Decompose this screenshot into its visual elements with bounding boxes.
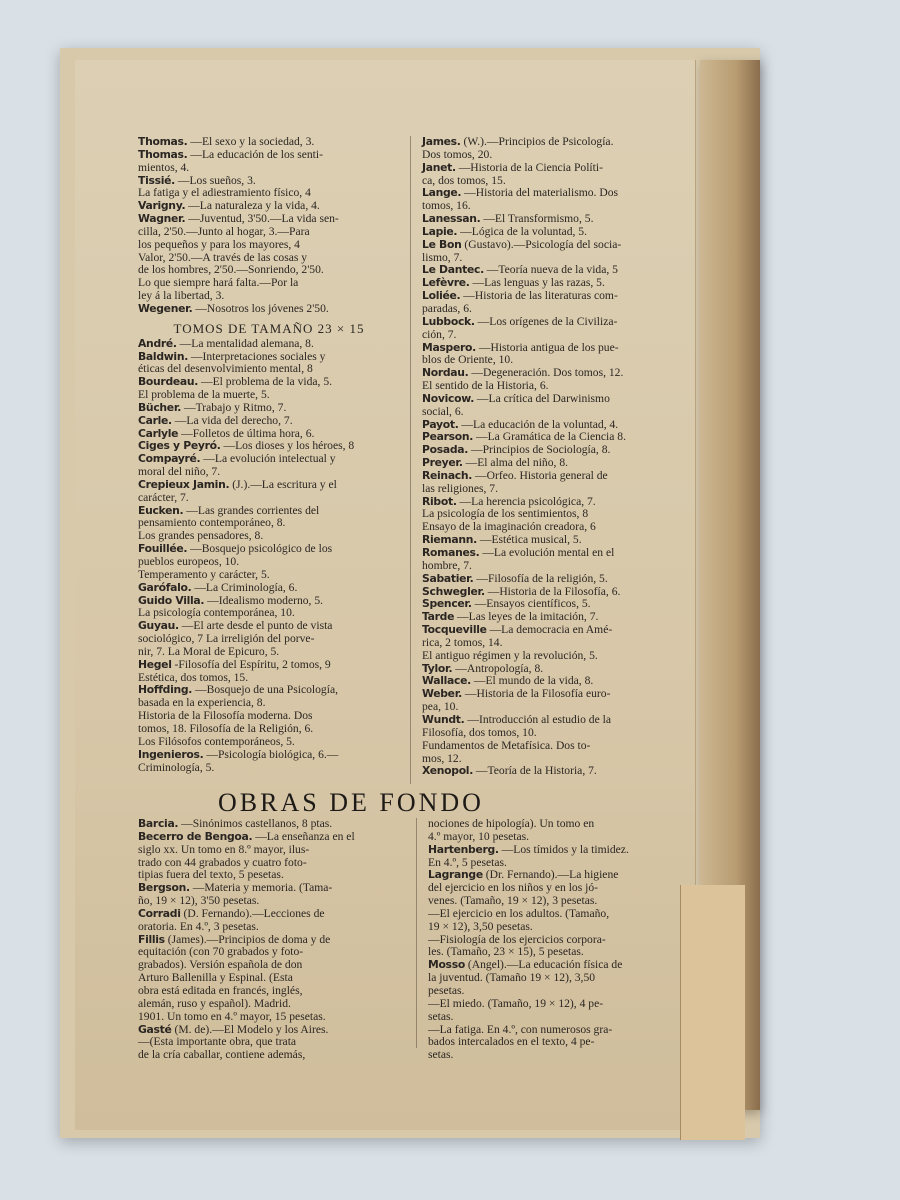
entry-text: (James).—Principios de doma y de: [167, 932, 331, 946]
entry-text: —La vida del derecho, 7.: [174, 413, 293, 427]
catalog-entry: [422, 136, 678, 162]
section-heading: TOMOS DE TAMAÑO 23 × 15: [173, 320, 365, 336]
entry-text: las religiones, 7.: [422, 481, 498, 495]
entry-text: —Introducción al estudio de la: [467, 712, 611, 726]
author-name: Riemann.: [422, 533, 477, 547]
author-name: Maspero.: [422, 340, 476, 354]
entry-text: nir, 7. La Moral de Epicuro, 5.: [138, 644, 280, 658]
entry-text: —Principios de Sociología, 8.: [470, 443, 611, 457]
author-name: Ingenieros.: [138, 747, 204, 761]
entry-text: —Materia y memoria. (Tama-: [192, 881, 333, 895]
entry-text: —Filosofía de la religión, 5.: [476, 571, 608, 585]
entry-text: sociológico, 7 La irreligión del porve-: [138, 632, 315, 646]
author-name: Wagner.: [138, 212, 186, 226]
author-name: Wegener.: [138, 301, 193, 315]
author-name: Payot.: [422, 417, 459, 431]
entry-text: tipias fuera del texto, 5 pesetas.: [138, 868, 284, 882]
catalog-entry: [138, 620, 400, 659]
catalog-entry: [422, 342, 678, 368]
entry-line: [138, 1049, 400, 1062]
entry-text: —La naturaleza y la vida, 4.: [188, 199, 320, 213]
author-name: Corradi: [138, 906, 181, 920]
entry-line: [422, 765, 678, 778]
author-name: Janet.: [422, 160, 456, 174]
entry-text: (D. Fernando).—Lecciones de: [183, 906, 325, 920]
entry-text: carácter, 7.: [138, 490, 189, 504]
entry-text: Arturo Ballenilla y Espinal. (Esta: [138, 971, 293, 985]
catalog-entry: [422, 187, 678, 213]
author-name: Guido Villa.: [138, 593, 205, 607]
entry-text: pea, 10.: [422, 700, 459, 714]
author-name: Varigny.: [138, 199, 186, 213]
entry-line: [422, 316, 678, 329]
entry-text: —El alma del niño, 8.: [465, 456, 569, 470]
entry-text: -Filosofía del Espíritu, 2 tomos, 9: [174, 657, 331, 671]
entry-text: —Teoría de la Historia, 7.: [475, 764, 597, 778]
entry-text: ca, dos tomos, 15.: [422, 173, 506, 187]
entry-text: —Teoría nueva de la vida, 5: [486, 263, 618, 277]
catalog-entry: [428, 959, 668, 1062]
entry-text: —Historia de la Ciencia Políti-: [458, 160, 603, 174]
entry-text: Fundamentos de Metafísica. Dos to-: [422, 738, 591, 752]
entry-text: moral del niño, 7.: [138, 465, 221, 479]
author-name: Lagrange: [428, 868, 483, 882]
author-name: Hartenberg.: [428, 842, 499, 856]
author-name: Carle.: [138, 413, 172, 427]
entry-list-upper-left: [138, 136, 400, 316]
entry-text: mos, 12.: [422, 751, 462, 765]
author-name: Baldwin.: [138, 349, 189, 363]
right-column: [422, 136, 678, 778]
author-name: Bourdeau.: [138, 375, 199, 389]
entry-list-right: [422, 136, 678, 778]
entry-text: —La Gramática de la Ciencia 8.: [476, 430, 627, 444]
catalog-entry: [138, 175, 400, 201]
entry-text: 1901. Un tomo en 4.º mayor, 15 pesetas.: [138, 1009, 326, 1023]
catalog-entry: [422, 316, 678, 342]
column-divider-lower: [416, 818, 417, 1048]
entry-line: [138, 762, 400, 775]
entry-text: setas.: [428, 1009, 454, 1023]
obras-de-fondo-heading: OBRAS DE FONDO: [218, 788, 484, 817]
entry-text: ción, 7.: [422, 327, 457, 341]
author-name: Hoffding.: [138, 683, 193, 697]
catalog-entry: [428, 818, 668, 844]
catalog-entry: [138, 351, 400, 377]
bottom-left-column: [138, 818, 400, 1062]
entry-text: Historia de la Filosofía moderna. Dos: [138, 709, 313, 723]
catalog-entry: [422, 496, 678, 535]
author-name: André.: [138, 336, 177, 350]
author-name: Ciges y Peyró.: [138, 439, 221, 453]
entry-text: El sentido de la Historia, 6.: [422, 379, 549, 393]
author-name: Spencer.: [422, 597, 472, 611]
entry-text: —La herencia psicológica, 7.: [459, 494, 596, 508]
author-name: Weber.: [422, 687, 462, 701]
entry-text: —Estética musical, 5.: [479, 533, 582, 547]
catalog-entry: [138, 882, 400, 908]
entry-line: [428, 998, 668, 1011]
author-name: Bergson.: [138, 881, 190, 895]
entry-text: tomos, 18. Filosofía de la Religión, 6.: [138, 721, 314, 735]
entry-text: (Dr. Fernando).—La higiene: [485, 868, 619, 882]
catalog-entry: [138, 659, 400, 685]
entry-text: Temperamento y carácter, 5.: [138, 567, 270, 581]
entry-text: —La crítica del Darwinismo: [476, 391, 610, 405]
entry-text: —La enseñanza en el: [255, 829, 355, 843]
entry-text: La psicología de los sentimientos, 8: [422, 507, 589, 521]
author-name: Lubbock.: [422, 314, 475, 328]
entry-text: —Sinónimos castellanos, 8 ptas.: [181, 817, 333, 830]
entry-text: —Bosquejo psicológico de los: [190, 542, 333, 556]
entry-text: —Trabajo y Ritmo, 7.: [184, 400, 287, 414]
entry-text: Estética, dos tomos, 15.: [138, 670, 249, 684]
entry-text: Ensayo de la imaginación creadora, 6: [422, 520, 596, 534]
catalog-entry: [138, 749, 400, 775]
entry-text: Dos tomos, 20.: [422, 147, 493, 161]
entry-text: —El arte desde el punto de vista: [181, 619, 333, 633]
catalog-entry: [138, 595, 400, 621]
entry-text: —El sexo y la sociedad, 3.: [190, 135, 315, 148]
entry-text: —El ejercicio en los adultos. (Tamaño,: [428, 906, 610, 920]
entry-text: grabados). Versión española de don: [138, 958, 303, 972]
author-name: Bücher.: [138, 400, 182, 414]
entry-text: pueblos europeos, 10.: [138, 555, 240, 568]
entry-text: del ejercicio en los niños y en los jó-: [428, 881, 599, 895]
catalog-entry: [138, 376, 400, 402]
author-name: Lange.: [422, 186, 462, 200]
catalog-entry: [138, 1024, 400, 1063]
left-column: [138, 136, 400, 774]
catalog-entry: [138, 453, 400, 479]
author-name: Ribot.: [422, 494, 457, 508]
entry-text: Valor, 2'50.—A través de las cosas y: [138, 250, 308, 264]
author-name: Sabatier.: [422, 571, 474, 585]
entry-text: Lo que siempre hará falta.—Por la: [138, 276, 299, 290]
entry-list-lower-left: [138, 338, 400, 775]
author-name: Wallace.: [422, 674, 471, 688]
catalog-entry: [422, 393, 678, 419]
author-name: Tissié.: [138, 173, 175, 187]
entry-text: les. (Tamaño, 23 × 15), 5 pesetas.: [428, 945, 584, 959]
entry-text: Los grandes pensadores, 8.: [138, 529, 264, 543]
author-name: Tylor.: [422, 661, 453, 675]
entry-text: Criminología, 5.: [138, 760, 215, 774]
entry-text: Filosofía, dos tomos, 10.: [422, 725, 537, 739]
author-name: Compayré.: [138, 452, 201, 466]
entry-text: —Psicología biológica, 6.—: [206, 747, 339, 761]
catalog-entry: [422, 470, 678, 496]
entry-text: La fatiga y el adiestramiento físico, 4: [138, 186, 311, 200]
entry-text: —Las leyes de la imitación, 7.: [457, 610, 599, 624]
author-name: James.: [422, 135, 461, 148]
author-name: Lanessan.: [422, 212, 481, 226]
author-name: Crepieux Jamin.: [138, 477, 230, 491]
entry-text: —Historia de la Filosofía euro-: [464, 687, 611, 701]
entry-line: [422, 688, 678, 701]
catalog-entry: [138, 831, 400, 882]
catalog-entry: [422, 290, 678, 316]
author-name: Posada.: [422, 443, 469, 457]
entry-line: [428, 1036, 668, 1049]
entry-text: venes. (Tamaño, 19 × 12), 3 pesetas.: [428, 894, 598, 908]
entry-list-bottom-left: [138, 818, 400, 1062]
entry-text: equitación (con 70 grabados y foto-: [138, 945, 304, 959]
author-name: Eucken.: [138, 503, 184, 517]
entry-text: los pequeños y para los mayores, 4: [138, 237, 300, 251]
entry-text: de los hombres, 2'50.—Sonriendo, 2'50.: [138, 263, 324, 277]
entry-text: ley á la libertad, 3.: [138, 289, 225, 303]
entry-text: —Folletos de última hora, 6.: [181, 426, 315, 440]
author-name: Pearson.: [422, 430, 474, 444]
entry-text: El antiguo régimen y la revolución, 5.: [422, 648, 598, 662]
catalog-entry: [138, 303, 400, 316]
entry-text: La psicología contemporánea, 10.: [138, 606, 295, 620]
entry-text: —Los orígenes de la Civiliza-: [477, 314, 618, 328]
entry-text: bados intercalados en el texto, 4 pe-: [428, 1035, 595, 1049]
author-name: Carlyle: [138, 426, 179, 440]
entry-text: —Bosquejo de una Psicología,: [195, 683, 338, 697]
author-name: Fouillée.: [138, 542, 188, 556]
entry-text: mientos, 4.: [138, 160, 190, 174]
catalog-entry: [138, 213, 400, 303]
entry-text: social, 6.: [422, 404, 464, 418]
catalog-entry: [138, 543, 400, 582]
author-name: Lapie.: [422, 224, 458, 238]
catalog-entry: [428, 844, 668, 870]
entry-text: rica, 2 tomos, 14.: [422, 635, 503, 649]
entry-text: —La evolución mental en el: [482, 546, 615, 559]
author-name: Hegel: [138, 657, 172, 671]
entry-text: —Historia del materialismo. Dos: [464, 186, 619, 200]
catalog-entry: [138, 149, 400, 175]
catalog-entry: [428, 869, 668, 959]
entry-text: —La democracia en Amé-: [489, 623, 613, 637]
catalog-entry: [138, 479, 400, 505]
catalog-entry: [138, 934, 400, 1024]
entry-text: oratoria. En 4.º, 3 pesetas.: [138, 919, 259, 933]
author-name: Tarde: [422, 610, 455, 624]
entry-line: [138, 303, 400, 316]
entry-text: —Historia de la Filosofía, 6.: [487, 584, 621, 598]
catalog-entry: [138, 684, 400, 748]
author-name: Thomas.: [138, 135, 188, 148]
entry-text: —Fisiología de los ejercicios corpora-: [428, 932, 606, 946]
entry-text: —Los sueños, 3.: [177, 173, 256, 187]
entry-text: —La Criminología, 6.: [194, 580, 298, 594]
catalog-entry: [422, 162, 678, 188]
author-name: Tocqueville: [422, 623, 487, 637]
entry-text: pesetas.: [428, 983, 465, 997]
column-divider: [410, 136, 411, 784]
catalog-entry: [422, 765, 678, 778]
catalog-entry: [422, 624, 678, 663]
entry-text: —La mentalidad alemana, 8.: [179, 336, 314, 350]
entry-text: ño, 19 × 12), 3'50 pesetas.: [138, 894, 260, 908]
entry-text: tomos, 16.: [422, 199, 471, 213]
entry-text: obra está editada en francés, inglés,: [138, 983, 303, 997]
entry-text: nociones de hipología). Un tomo en: [428, 817, 595, 830]
entry-text: En 4.º, 5 pesetas.: [428, 855, 507, 869]
catalog-entry: [422, 547, 678, 573]
entry-text: —El miedo. (Tamaño, 19 × 12), 4 pe-: [428, 996, 604, 1010]
entry-text: —Orfeo. Historia general de: [475, 468, 608, 482]
author-name: Schwegler.: [422, 584, 485, 598]
entry-text: alemán, ruso y español). Madrid.: [138, 996, 291, 1010]
entry-text: —Los dioses y los héroes, 8: [223, 439, 355, 453]
entry-text: —Idealismo moderno, 5.: [207, 593, 324, 607]
author-name: Le Bon: [422, 237, 462, 251]
entry-text: lismo, 7.: [422, 250, 463, 264]
bottom-right-column: [428, 818, 668, 1062]
entry-text: Los Filósofos contemporáneos, 5.: [138, 734, 295, 748]
catalog-entry: [422, 367, 678, 393]
entry-text: —La educación de la voluntad, 4.: [461, 417, 619, 431]
entry-text: —El problema de la vida, 5.: [201, 375, 333, 389]
entry-text: —El Transformismo, 5.: [483, 212, 594, 226]
entry-text: —Historia de las literaturas com-: [463, 289, 618, 303]
entry-text: —La evolución intelectual y: [203, 452, 336, 466]
entry-text: siglo xx. Un tomo en 8.º mayor, ilus-: [138, 842, 310, 856]
entry-text: El problema de la muerte, 5.: [138, 388, 270, 402]
author-name: Romanes.: [422, 546, 480, 559]
torn-spine-strip: [680, 885, 745, 1140]
author-name: Wundt.: [422, 712, 465, 726]
catalog-entry: [422, 688, 678, 714]
catalog-entry: [138, 505, 400, 544]
entry-text: la juventud. (Tamaño 19 × 12), 3,50: [428, 971, 596, 985]
author-name: Garófalo.: [138, 580, 192, 594]
entry-text: 4.º mayor, 10 pesetas.: [428, 829, 530, 843]
entry-text: —Interpretaciones sociales y: [190, 349, 326, 363]
catalog-entry: [422, 714, 678, 765]
entry-text: —Las lenguas y las razas, 5.: [472, 276, 605, 290]
entry-text: paradas, 6.: [422, 301, 472, 315]
entry-text: hombre, 7.: [422, 558, 472, 572]
author-name: Preyer.: [422, 456, 463, 470]
entry-text: pensamiento contemporáneo, 8.: [138, 516, 286, 530]
author-name: Loliée.: [422, 289, 461, 303]
entry-text: setas.: [428, 1048, 454, 1062]
entry-line: [428, 1049, 668, 1062]
author-name: Guyau.: [138, 619, 179, 633]
entry-list-bottom-right: [428, 818, 668, 1062]
entry-text: —Las grandes corrientes del: [186, 503, 320, 517]
entry-text: —Historia antigua de los pue-: [478, 340, 619, 354]
author-name: Nordau.: [422, 366, 469, 380]
entry-text: cilla, 2'50.—Junto al hogar, 3.—Para: [138, 224, 310, 238]
author-name: Xenopol.: [422, 764, 474, 778]
entry-text: éticas del desenvolvimiento mental, 8: [138, 362, 313, 376]
author-name: Fillis: [138, 932, 165, 946]
entry-text: (Gustavo).—Psicología del socia-: [464, 237, 622, 251]
author-name: Barcia.: [138, 817, 179, 830]
entry-text: —La fatiga. En 4.º, con numerosos gra-: [428, 1022, 613, 1036]
catalog-entry: [138, 908, 400, 934]
entry-text: —Nosotros los jóvenes 2'50.: [195, 301, 329, 315]
author-name: Mosso: [428, 958, 465, 972]
author-name: Thomas.: [138, 147, 188, 161]
entry-text: —Lógica de la voluntad, 5.: [460, 224, 587, 238]
entry-text: —Juventud, 3'50.—La vida sen-: [188, 212, 339, 226]
author-name: Lefèvre.: [422, 276, 470, 290]
author-name: Reinach.: [422, 468, 473, 482]
entry-text: —Antropología, 8.: [455, 661, 544, 675]
author-name: Novicow.: [422, 391, 474, 405]
catalog-entry: [422, 239, 678, 265]
author-name: Gasté: [138, 1022, 172, 1036]
entry-text: basada en la experiencia, 8.: [138, 696, 266, 710]
entry-text: —El mundo de la vida, 8.: [473, 674, 594, 688]
entry-text: de la cría caballar, contiene además,: [138, 1048, 306, 1062]
entry-text: —Los tímidos y la timidez.: [501, 842, 629, 856]
entry-text: —(Esta importante obra, que trata: [138, 1035, 297, 1049]
author-name: Becerro de Bengoa.: [138, 829, 253, 843]
entry-text: —La educación de los senti-: [190, 147, 323, 161]
entry-text: (M. de).—El Modelo y los Aires.: [174, 1022, 329, 1036]
entry-text: (W.).—Principios de Psicología.: [463, 135, 614, 148]
entry-text: blos de Oriente, 10.: [422, 353, 514, 367]
entry-text: (J.).—La escritura y el: [232, 477, 337, 491]
entry-text: —Degeneración. Dos tomos, 12.: [471, 366, 624, 380]
entry-text: trado con 44 grabados y cuatro foto-: [138, 855, 307, 869]
entry-text: (Angel).—La educación física de: [467, 958, 623, 972]
entry-text: —Ensayos científicos, 5.: [474, 597, 591, 611]
author-name: Le Dantec.: [422, 263, 484, 277]
entry-text: 19 × 12), 3,50 pesetas.: [428, 919, 533, 933]
